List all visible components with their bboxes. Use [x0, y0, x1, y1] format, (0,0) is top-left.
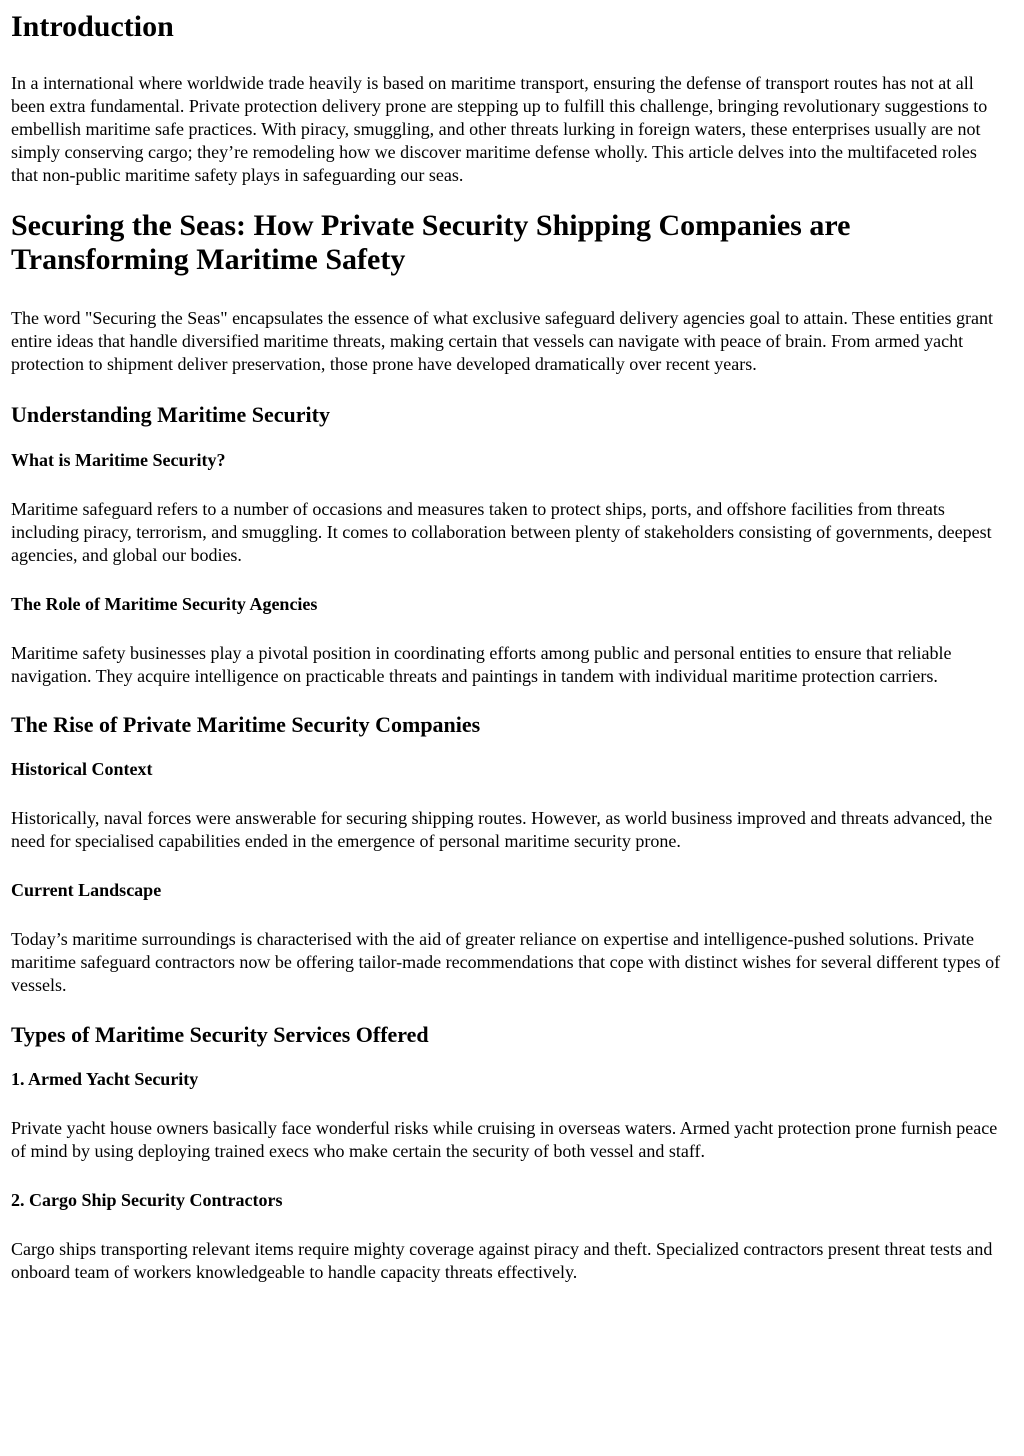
understanding-heading: Understanding Maritime Security	[11, 402, 330, 427]
intro-heading: Introduction	[11, 10, 174, 43]
role-heading: The Role of Maritime Security Agencies	[11, 594, 318, 614]
cargo-ship-paragraph: Cargo ships transporting relevant items require mighty coverage against piracy and theft. Specialized contractors present threat tests and onboard team of workers knowledgeable to handle capacity threats effectively.	[11, 1239, 993, 1282]
rise-heading: The Rise of Private Maritime Security Companies	[11, 712, 481, 737]
armed-yacht-paragraph: Private yacht house owners basically face wonderful risks while cruising in overseas waters. Armed yacht protection prone furnish peace of mind by using deploying trained execs who make certain the security of both vessel and staff.	[11, 1118, 998, 1161]
current-paragraph: Today’s maritime surroundings is characterised with the aid of greater reliance on expertise and intelligence-pushed solutions. Private maritime safeguard contractors now be offering tailor-made recommendations that cope with distinct wishes for several different types of vessels.	[11, 929, 1001, 995]
historical-heading: Historical Context	[11, 759, 153, 779]
role-paragraph: Maritime safety businesses play a pivotal position in coordinating efforts among public and personal entities to ensure that reliable navigation. They acquire intelligence on practicable threats and paintings in tandem with individual maritime protection carriers.	[11, 643, 952, 686]
article	[11, 10, 1008, 1284]
cargo-ship-heading: 2. Cargo Ship Security Contractors	[11, 1190, 283, 1210]
intro-paragraph: In a international where worldwide trade heavily is based on maritime transport, ensuring the defense of transport routes has not at all been extra fundamental. Private protection delivery prone are stepping up to fulfill this challenge, bringing revolutionary suggestions to embellish maritime safe practices. With piracy, smuggling, and other threats lurking in foreign waters, these enterprises usually are not simply conserving cargo; they’re remodeling how we discover maritime defense wholly. This article delves into the multifaceted roles that non-public maritime safety plays in safeguarding our seas.	[11, 73, 988, 185]
types-heading: Types of Maritime Security Services Offered	[11, 1022, 429, 1047]
current-heading: Current Landscape	[11, 880, 162, 900]
main-heading: Securing the Seas: How Private Security Shipping Companies are Transforming Maritime Safety	[11, 209, 851, 276]
what-is-paragraph: Maritime safeguard refers to a number of occasions and measures taken to protect ships, ports, and offshore facilities from threats including piracy, terrorism, and smuggling. It comes to collaboration between plenty of stakeholders consisting of governments, deepest agencies, and global our bodies.	[11, 499, 992, 565]
armed-yacht-heading: 1. Armed Yacht Security	[11, 1069, 199, 1089]
main-paragraph: The word "Securing the Seas" encapsulates the essence of what exclusive safeguard delivery agencies goal to attain. These entities grant entire ideas that handle diversified maritime threats, making certain that vessels can navigate with peace of brain. From armed yacht protection to shipment deliver preservation, those prone have developed dramatically over recent years.	[11, 308, 994, 374]
what-is-heading: What is Maritime Security?	[11, 450, 226, 470]
historical-paragraph: Historically, naval forces were answerable for securing shipping routes. However, as world business improved and threats advanced, the need for specialised capabilities ended in the emergence of personal maritime security prone.	[11, 808, 993, 851]
